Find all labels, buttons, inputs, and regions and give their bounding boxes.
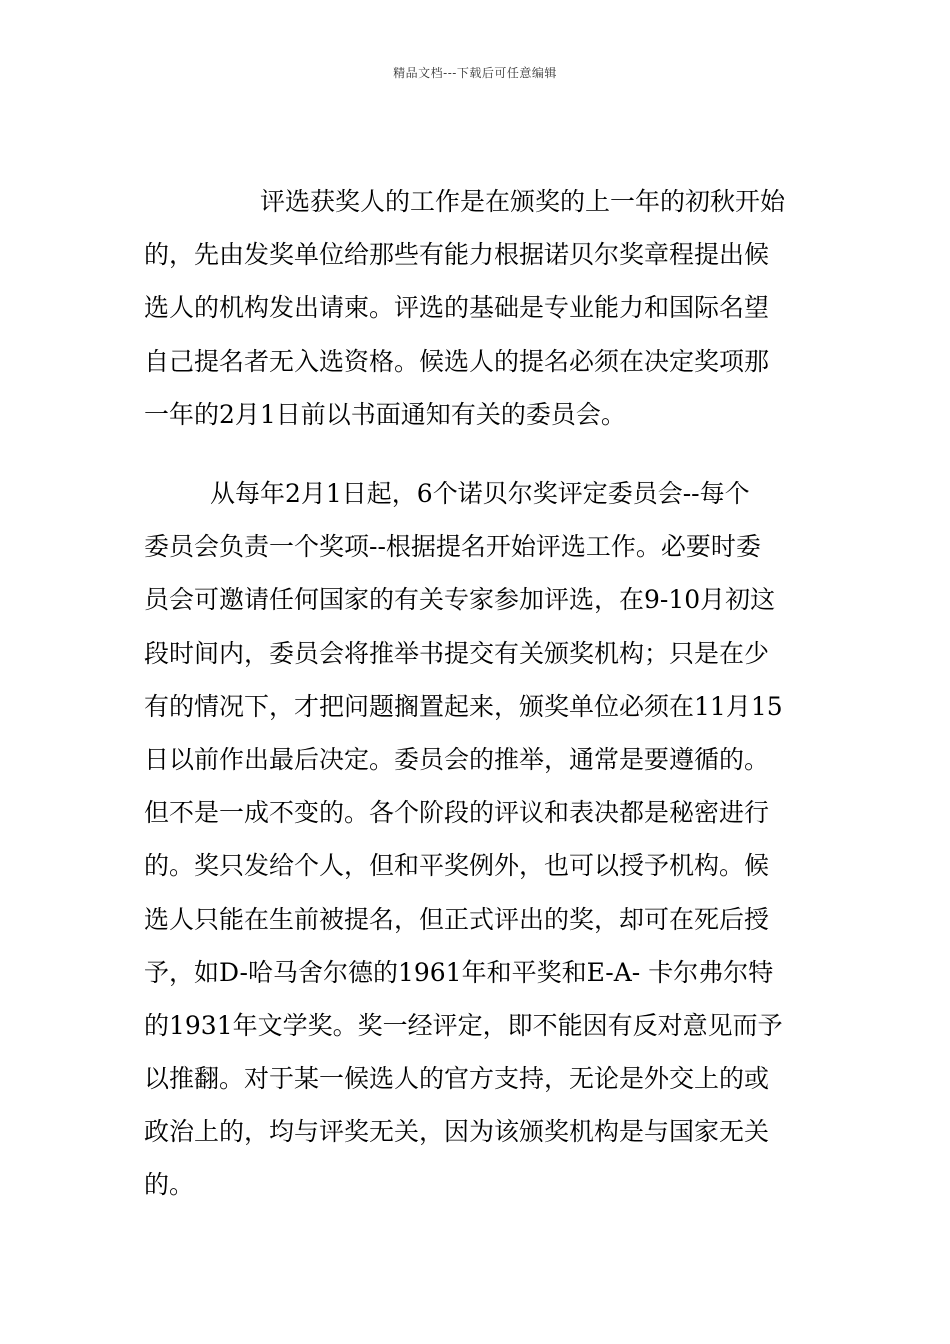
paragraph-line: 选人的机构发出请柬。评选的基础是专业能力和国际名望 [144,293,770,323]
page-header: 精品文档---下载后可任意编辑 [393,66,557,80]
paragraph-line: 一年的2月1日前以书面通知有关的委员会。 [144,399,626,429]
paragraph-line: 政治上的，均与评奖无关，因为该颁奖机构是与国家无关 [144,1117,770,1147]
paragraph-line: 以推翻。对于某一候选人的官方支持，无论是外交上的或 [144,1064,770,1094]
paragraph-line: 的1931年文学奖。奖一经评定，即不能因有反对意见而予 [144,1010,783,1040]
paragraph-line: 选人只能在生前被提名，但正式评出的奖，却可在死后授 [144,904,770,934]
paragraph-line: 从每年2月1日起，6个诺贝尔奖评定委员会--每个 [210,479,750,508]
paragraph-line: 自己提名者无入选资格。候选人的提名必须在决定奖项那 [144,346,770,376]
paragraph-line: 予，如D-哈马舍尔德的1961年和平奖和E-A- 卡尔弗尔特 [144,957,774,987]
paragraph-line: 委员会负责一个奖项--根据提名开始评选工作。必要时委 [144,532,761,562]
paragraph-line: 日以前作出最后决定。委员会的推举，通常是要遵循的。 [144,744,770,774]
paragraph-line: 的。 [144,1170,195,1200]
paragraph-line: 的，先由发奖单位给那些有能力根据诺贝尔奖章程提出候 [144,240,770,270]
paragraph-line: 员会可邀请任何国家的有关专家参加评选，在9-10月初这 [144,585,776,615]
paragraph-line: 但不是一成不变的。各个阶段的评议和表决都是秘密进行 [144,798,770,828]
paragraph-line: 段时间内，委员会将推举书提交有关颁奖机构；只是在少 [144,638,770,668]
paragraph-line: 有的情况下，才把问题搁置起来，颁奖单位必须在11月15 [144,691,783,721]
paragraph-line: 的。奖只发给个人，但和平奖例外，也可以授予机构。候 [144,851,770,881]
paragraph-line: 评选获奖人的工作是在颁奖的上一年的初秋开始 [260,187,786,216]
paragraph-1 [144,175,808,441]
paragraph-2 [144,467,808,1212]
